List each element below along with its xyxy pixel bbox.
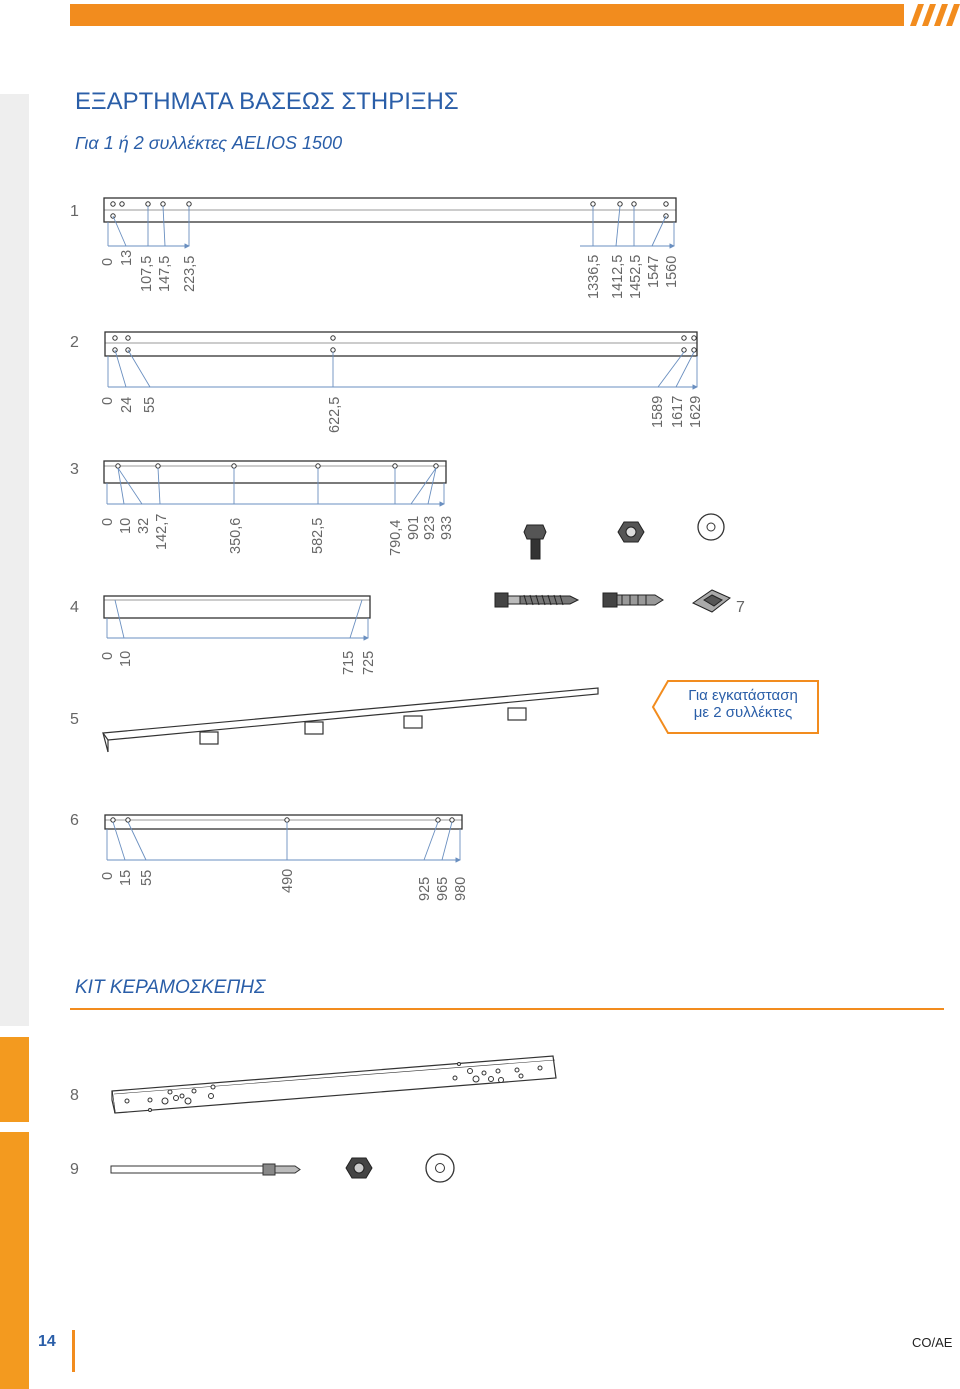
footer-divider [72, 1330, 75, 1372]
badge-line-2: με 2 συλλέκτες [693, 704, 793, 721]
dimension-label: 490 [280, 868, 296, 893]
dimension-label: 55 [142, 396, 158, 413]
washer-icon [426, 1154, 454, 1182]
dimension-label: 790,4 [388, 519, 404, 556]
dimension-label: 32 [136, 517, 152, 534]
page-number: 14 [38, 1333, 56, 1350]
dimension-label: 142,7 [154, 513, 170, 550]
washer-icon [698, 514, 724, 540]
bolt-icon [524, 525, 546, 559]
dimension-label: 715 [341, 650, 357, 675]
company-code: CO/AE [912, 1335, 953, 1350]
part-number-3: 3 [70, 461, 79, 478]
dimension-label: 10 [118, 517, 134, 534]
dimension-label: 223,5 [182, 255, 198, 292]
dimension-label: 622,5 [327, 396, 343, 433]
perforated-rail-part-8 [112, 1056, 556, 1113]
nut-icon [346, 1158, 372, 1178]
part-number-4: 4 [70, 599, 79, 616]
dimension-label: 1336,5 [586, 254, 602, 299]
section-divider [70, 1008, 944, 1010]
screw-icon [495, 593, 578, 607]
dimension-label: 1589 [650, 395, 666, 428]
threaded-rod-icon [111, 1164, 300, 1175]
dimension-label: 0 [100, 517, 116, 526]
dimension-label: 582,5 [310, 517, 326, 554]
part-number-1: 1 [70, 203, 79, 220]
rail-part-4 [104, 596, 370, 618]
rail-part-6 [105, 815, 462, 829]
part-number-7: 7 [736, 599, 745, 616]
dimension-label: 1452,5 [628, 254, 644, 299]
dimension-label: 901 [406, 515, 422, 540]
dimension-label: 55 [139, 869, 155, 886]
angle-rail-part-5 [103, 688, 598, 752]
page-subtitle: Για 1 ή 2 συλλέκτες AELIOS 1500 [75, 133, 343, 153]
dimension-label: 1629 [688, 395, 704, 428]
page-title: ΕΞΑΡΤΗΜΑΤΑ ΒΑΣΕΩΣ ΣΤΗΡΙΞΗΣ [75, 88, 459, 115]
dimension-label: 107,5 [139, 255, 155, 292]
part-number-8: 8 [70, 1087, 79, 1104]
part-number-9: 9 [70, 1161, 79, 1178]
dimension-label: 10 [118, 650, 134, 667]
dimension-label: 0 [100, 651, 116, 660]
badge-line-1: Για εγκατάσταση [688, 687, 798, 704]
dimension-label: 1412,5 [610, 254, 626, 299]
part-number-5: 5 [70, 711, 79, 728]
nut-icon [618, 522, 644, 542]
dimension-label: 15 [118, 869, 134, 886]
dimension-label: 1617 [670, 395, 686, 428]
dimension-label: 0 [100, 871, 116, 880]
dimension-label: 147,5 [157, 255, 173, 292]
dimension-label: 0 [100, 396, 116, 405]
dimension-label: 13 [119, 249, 135, 266]
wall-anchor-icon [603, 593, 663, 607]
badge-text [676, 687, 810, 721]
dimension-label: 980 [453, 876, 469, 901]
dimension-label: 1547 [646, 255, 662, 288]
dimension-label: 0 [100, 257, 116, 266]
part-number-6: 6 [70, 812, 79, 829]
dimension-label: 725 [361, 650, 377, 675]
part-number-2: 2 [70, 334, 79, 351]
dimension-label: 1560 [664, 255, 680, 288]
rail-part-2 [105, 332, 697, 356]
section-title: ΚΙΤ ΚΕΡΑΜΟΣΚΕΠΗΣ [75, 977, 266, 998]
dimension-label: 965 [435, 876, 451, 901]
dimension-label: 24 [119, 396, 135, 413]
dimension-label: 925 [417, 876, 433, 901]
dimension-label: 350,6 [228, 517, 244, 554]
clip-icon [693, 590, 730, 612]
dimension-label: 933 [439, 515, 455, 540]
dimension-label: 923 [422, 515, 438, 540]
